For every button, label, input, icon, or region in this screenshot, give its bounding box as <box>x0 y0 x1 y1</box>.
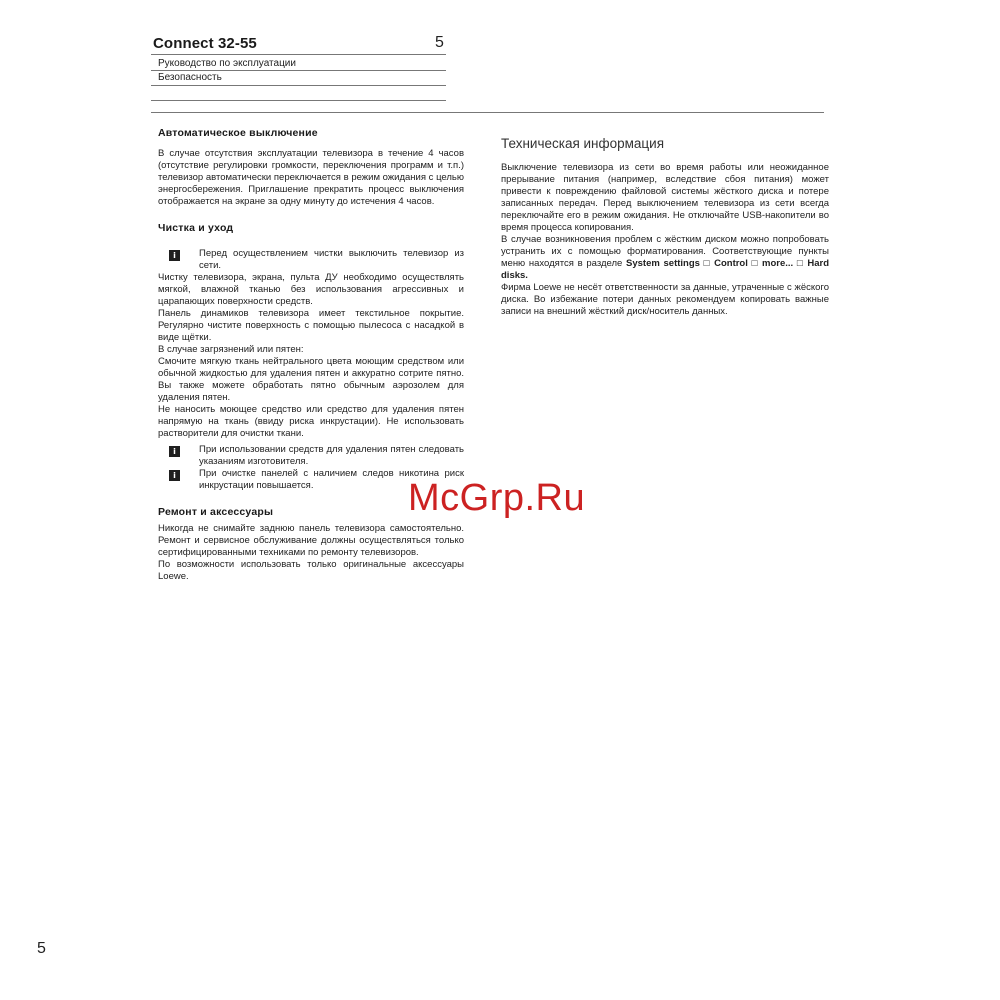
repair-paragraph: Никогда не снимайте заднюю панель телевизора самостоятельно. Ремонт и сервисное обслуживание должны осуществляться только сертифицированными техниками по ремонту телевизоров. <box>158 523 464 558</box>
info-icon: i <box>169 250 180 261</box>
cleaning-paragraph: Панель динамиков телевизора имеет текстильное покрытие. Регулярно чистите поверхность с помощью пылесоса с насадкой в виде щётки. <box>158 308 464 343</box>
info-icon: i <box>169 446 180 457</box>
technical-info-text: В случае возникновения проблем с жёстким диском можно попробовать устранить их с помощью форматирования. Соответствующие пункты меню находятся в разделе <box>501 234 829 269</box>
info-note <box>158 444 464 468</box>
repair-paragraph: По возможности использовать только оригинальные аксессуары Loewe. <box>158 559 464 582</box>
right-column <box>501 138 829 318</box>
watermark: McGrp.Ru <box>408 477 586 519</box>
info-note <box>158 248 464 272</box>
info-icon: i <box>169 470 180 481</box>
cleaning-paragraph: В случае загрязнений или пятен: <box>158 344 304 355</box>
breadcrumb-manual: Руководство по эксплуатации <box>158 58 296 69</box>
cleaning-paragraph: Чистку телевизора, экрана, пульта ДУ необходимо осуществлять мягкой, влажной тканью без использования агрессивных и царапающих поверхности средств. <box>158 272 464 307</box>
page-rule <box>151 112 824 113</box>
header-divider <box>151 100 446 101</box>
document-title: Connect 32-55 <box>153 35 257 52</box>
header-divider <box>151 54 446 55</box>
menu-path: System settings □ Control □ more... □ Hard disks. <box>501 258 830 281</box>
section-heading-repair: Ремонт и аксессуары <box>158 506 274 518</box>
info-note-text: Перед осуществлением чистки выключить телевизор из сети. <box>199 248 464 271</box>
section-heading-technical-info: Техническая информация <box>501 136 665 151</box>
header-page-number: 5 <box>435 34 444 51</box>
breadcrumb-section: Безопасность <box>158 72 222 83</box>
info-note-text: При очистке панелей с наличием следов никотина риск инкрустации повышается. <box>199 468 464 491</box>
auto-off-paragraph: В случае отсутствия эксплуатации телевизора в течение 4 часов (отсутствие регулировки громкости, переключения программ и т.п.) телевизор автоматически переключается в режим ожидания с целью энергосбережения. Приглашение прекратить процесс выключения отображается на экране за одну минуту до истечения 4 часов. <box>158 148 464 207</box>
info-note-text: При использовании средств для удаления пятен следовать указаниям изготовителя. <box>199 444 464 467</box>
section-heading-cleaning: Чистка и уход <box>158 222 234 234</box>
technical-info-paragraph: Выключение телевизора из сети во время работы или неожиданное прерывание питания (например, вследствие сбоя питания) может привести к повреждению файловой системы жёсткого диска и потере записанных передач. Перед выключением телевизора из сети всегда переключайте его в режим ожидания. Не отключайте USB-накопители во время процесса копирования. <box>501 162 829 233</box>
technical-info-paragraph: Фирма Loewe не несёт ответственности за данные, утраченные с жёского диска. Во избежание потери данных рекомендуем копировать важные записи на внешний жёсткий диск/носитель данных. <box>501 282 829 317</box>
section-heading-auto-off: Автоматическое выключение <box>158 127 318 139</box>
breadcrumb-divider <box>151 70 446 71</box>
technical-info-paragraph <box>501 234 829 282</box>
cleaning-paragraph: Смочите мягкую ткань нейтрального цвета моющим средством или обычной жидкостью для удаления пятен и аккуратно сотрите пятно. Вы также можете обработать пятно обычным аэрозолем для удаления пятен. <box>158 356 464 403</box>
footer-page-number: 5 <box>37 940 46 957</box>
breadcrumb-divider <box>151 85 446 86</box>
cleaning-paragraph: Не наносить моющее средство или средство для удаления пятен напрямую на ткань (ввиду риска инкрустации). Не использовать растворители для очистки ткани. <box>158 404 464 439</box>
